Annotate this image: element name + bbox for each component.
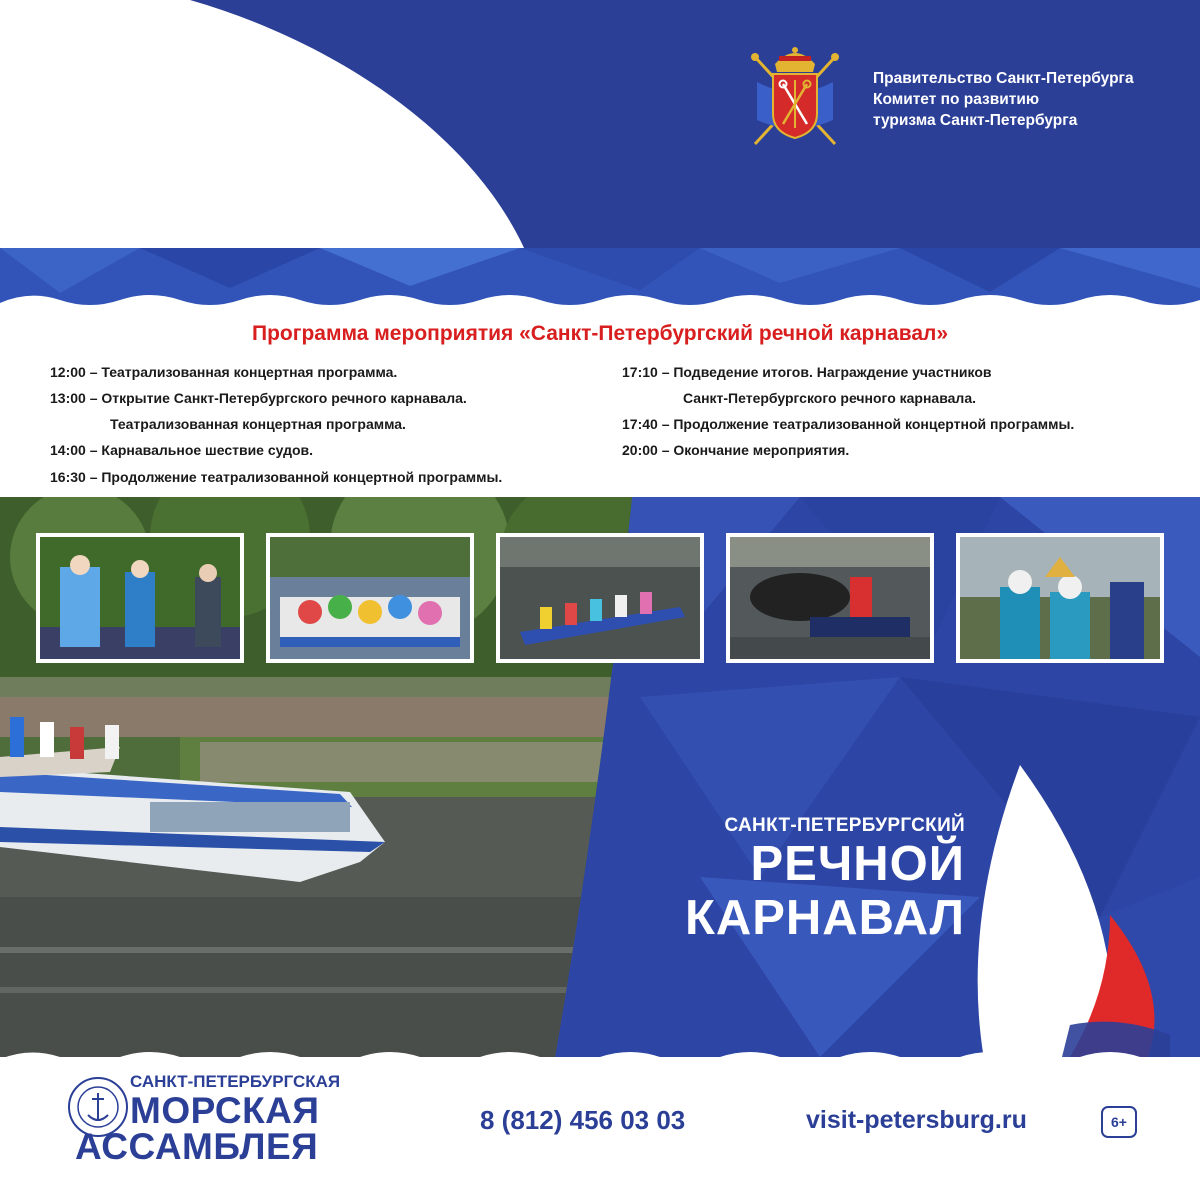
thumbnail-photo-3 <box>496 533 704 663</box>
thumbnail-photo-1 <box>36 533 244 663</box>
event-title-line-1: РЕЧНОЙ <box>750 837 965 891</box>
spb-coat-of-arms-icon <box>745 42 845 152</box>
government-line-1: Правительство Санкт-Петербурга <box>873 70 1134 87</box>
program-left-line-3: Театрализованная концертная программа. <box>110 416 406 432</box>
footer-wave <box>0 1045 1200 1075</box>
photo-area <box>0 497 1200 1057</box>
government-text <box>873 68 1134 131</box>
website-link[interactable]: visit-petersburg.ru <box>806 1106 1027 1134</box>
thumbnail-photo-2 <box>266 533 474 663</box>
thumbnail-photo-4 <box>726 533 934 663</box>
header <box>0 0 1200 250</box>
org-name-line-1: МОРСКАЯ <box>130 1090 320 1131</box>
wave-band-pattern <box>0 248 1200 310</box>
government-line-3: туризма Санкт-Петербурга <box>873 112 1078 129</box>
wave-band <box>0 248 1200 310</box>
org-name-small: САНКТ-ПЕТЕРБУРГСКАЯ <box>130 1072 341 1091</box>
program-right-line-1: 17:10 – Подведение итогов. Награждение участников <box>622 364 992 380</box>
program-left-line-5: 16:30 – Продолжение театрализованной концертной программы. <box>50 469 503 485</box>
event-title-line-2: КАРНАВАЛ <box>684 891 965 945</box>
org-name-line-2: АССАМБЛЕЯ <box>75 1126 319 1167</box>
event-title <box>630 815 965 945</box>
program-title: Программа мероприятия «Санкт-Петербургский речной карнавал» <box>251 322 949 345</box>
program-left-line-1: 12:00 – Театрализованная концертная программа. <box>50 364 398 380</box>
government-line-2: Комитет по развитию <box>873 91 1040 108</box>
program-left-line-4: 14:00 – Карнавальное шествие судов. <box>50 442 314 458</box>
sail-icon <box>940 765 1170 1057</box>
program-right-line-4: 20:00 – Окончание мероприятия. <box>622 442 850 458</box>
program-left-line-2: 13:00 – Открытие Санкт-Петербургского речного карнавала. <box>50 390 467 406</box>
program-right-line-3: 17:40 – Продолжение театрализованной концертной программы. <box>622 416 1075 432</box>
phone-number: 8 (812) 456 03 03 <box>480 1105 686 1135</box>
program-right-line-2: Санкт-Петербургского речного карнавала. <box>683 390 976 406</box>
thumbnail-photo-5 <box>956 533 1164 663</box>
program-section <box>0 310 1200 500</box>
age-rating-badge: 6+ <box>1101 1106 1137 1138</box>
event-title-small: САНКТ-ПЕТЕРБУРГСКИЙ <box>724 815 965 836</box>
